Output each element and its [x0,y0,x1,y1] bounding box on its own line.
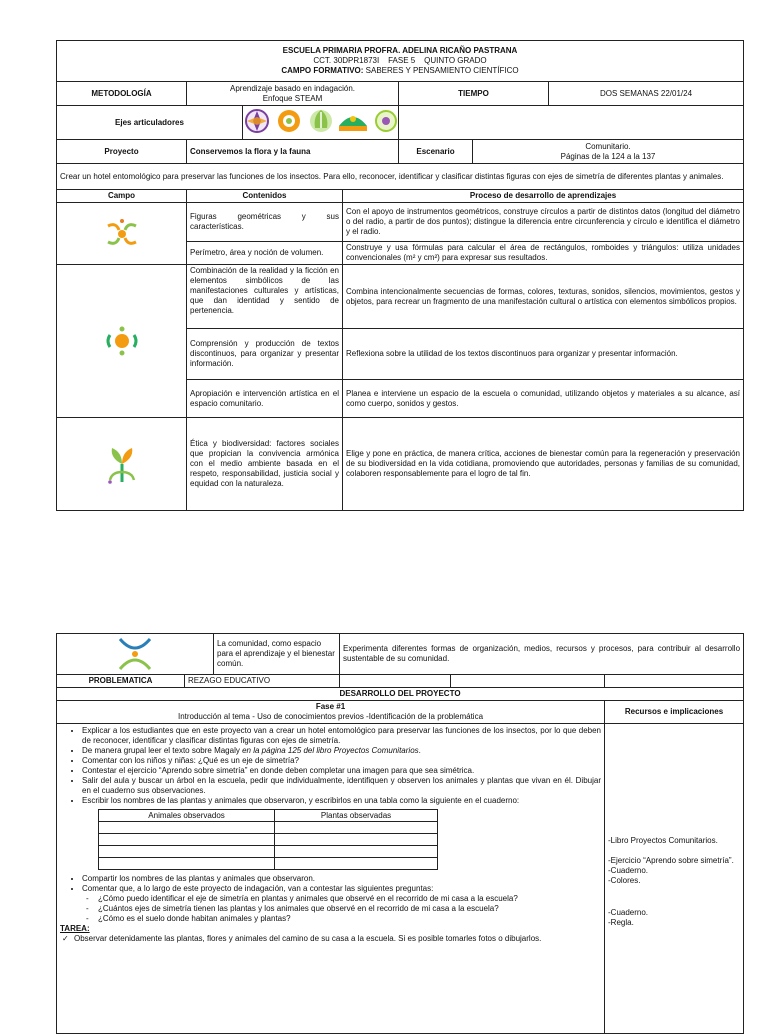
proceso-7: Experimenta diferentes formas de organización, medios, recursos y procesos, para contribuir al desarrollo sustentable de su comunidad. [340,634,744,675]
interculturalidad-icon [310,110,332,132]
recurso-item: -Ejercicio “Aprendo sobre simetría”. [608,856,734,865]
activity-item: • De manera grupal leer el texto sobre Magaly en la página 125 del libro Proyectos Comunitarios. [82,746,601,756]
col-campo: Campo [57,190,187,203]
lenguajes-icon [102,321,142,361]
lectura-escritura-icon [376,111,396,131]
campo-comunidad-cell [57,634,214,675]
proceso-2: Construye y usa fórmulas para calcular el área de rectángulos, romboides y triángulos: utiliza unidades convencionales (m² y cm²) para expresar sus resultados. [343,242,744,265]
tiempo-value: DOS SEMANAS 22/01/24 [549,82,744,106]
problematica-empty-1 [340,675,451,688]
comunitario-icon [112,635,158,673]
recursos-cell [605,724,744,1034]
school-header [57,41,744,82]
contenido-7: La comunidad, como espacio para el aprendizaje y el bienestar común. [214,634,340,675]
cct-line: CCT. 30DPR1873I FASE 5 QUINTO GRADO [313,56,487,65]
proceso-6: Elige y pone en práctica, de manera crítica, acciones de bienestar común para la regeneración y preservación de su biodiversidad en la vida cotidiana, promoviendo que autoridades, personas y familias de su comunidad, colaboren responsablemente para el logro de tal fin. [343,418,744,511]
activity-list-2 [60,874,601,894]
escenario-value: Comunitario. Páginas de la 124 a la 137 [473,140,744,164]
activity-item: • Salir del aula y buscar un árbol en la escuela, pedir que individualmente, identifiquen y observen los animales y plantas que vivan en él. Dibujar en el cuaderno sus observaciones. [82,776,601,796]
pensamiento-critico-icon [278,110,300,132]
proyecto-value: Conservemos la flora y la fauna [187,140,399,164]
fase-header [57,701,605,724]
inclusion-icon [246,110,268,132]
escenario-label: Escenario [399,140,473,164]
observation-cell [275,822,438,834]
project-description: Crear un hotel entomológico para preservar las funciones de los insectos. Para ello, reconocer, identificar y clasificar distintas figuras con ejes de simetría de diferentes plantas y animales. [57,164,744,190]
ejes-icons [243,106,399,140]
fase-subtitle: Introducción al tema - Uso de conocimientos previos -Identificación de la problemática [177,712,484,721]
desarrollo-title: DESARROLLO DEL PROYECTO [57,688,744,701]
ejes-articuladores-icons [243,106,399,136]
activity-item: • Compartir los nombres de las plantas y animales que observaron. [82,874,601,884]
activity-item: • Escribir los nombres de las plantas y animales que observaron, y escribirlos en una tabla como la siguiente en el cuaderno: [82,796,601,806]
ejes-empty [399,106,744,140]
activity-item: • Explicar a los estudiantes que en este proyecto van a crear un hotel entomológico para preservar las funciones de los insectos, por lo que deben de reconocer, identificar y clasificar distintas figuras con ejes de simetría. [82,726,601,746]
header-table [56,40,744,511]
problematica-empty-3 [605,675,744,688]
contenido-3: Combinación de la realidad y la ficción en elementos simbólicos de las manifestaciones culturales y artísticas, que dan identidad y sentido de pertenencia. [187,265,343,329]
col-contenidos: Contenidos [187,190,343,203]
activity-item: • Contestar el ejercicio “Aprendo sobre simetría” en donde deben completar una imagen para que sea simétrica. [82,766,601,776]
tarea-item: ✓ Observar detenidamente las plantas, flores y animales del camino de su casa a la escuela. Si es posible tomarles fotos o dibujarlos. [60,934,601,944]
proceso-3: Combina intencionalmente secuencias de formas, colores, texturas, sonidos, silencios, movimientos, gestos y objetos, para recrear un fragmento de una manifestación cultural o artística con elementos simbólicos propios. [343,265,744,329]
observation-header-plants: Plantas observadas [275,810,438,822]
recurso-item: -Regla. [608,918,634,927]
col-proceso: Proceso de desarrollo de aprendizajes [343,190,744,203]
recurso-item: -Libro Proyectos Comunitarios. [608,836,718,845]
tarea-label: TAREA: [60,924,90,933]
vida-saludable-icon [339,116,367,131]
observation-cell [99,834,275,846]
school-name: ESCUELA PRIMARIA PROFRA. ADELINA RICAÑO PASTRANA [282,46,518,55]
question-item: - ¿Cuántos ejes de simetría tienen las plantas y los animales que observé en el recorrido de mi casa a la escuela? [60,904,601,914]
metodologia-label: METODOLOGÍA [57,82,187,106]
etica-naturaleza-icon [102,442,142,486]
problematica-empty-2 [451,675,605,688]
contenido-2: Perímetro, área y noción de volumen. [187,242,343,265]
observation-cell [275,858,438,870]
campo-saberes-cell [57,203,187,265]
proyecto-label: Proyecto [57,140,187,164]
activity-item: • Comentar que, a lo largo de este proyecto de indagación, van a contestar las siguientes preguntas: [82,884,601,894]
fase-title: Fase #1 [315,702,346,711]
recurso-item: -Cuaderno. [608,908,649,917]
campo-etica-cell [57,418,187,511]
contenido-1: Figuras geométricas y sus características. [187,203,343,242]
proceso-5: Planea e interviene un espacio de la escuela o comunidad, utilizando objetos y materiales a su alcance, así como cuerpo, sonidos y gestos. [343,380,744,418]
observation-cell [99,822,275,834]
question-item: - ¿Cómo puedo identificar el eje de simetría en plantas y animales que observé en el recorrido de mi casa a la escuela? [60,894,601,904]
recurso-item: -Colores. [608,876,641,885]
activity-list [60,726,601,806]
campo-lenguajes-cell [57,265,187,418]
problematica-value: REZAGO EDUCATIVO [185,675,340,688]
observation-cell [99,846,275,858]
observation-header-animals: Animales observados [99,810,275,822]
tiempo-label: TIEMPO [399,82,549,106]
recursos-header: Recursos e implicaciones [605,701,744,724]
metodologia-value: Aprendizaje basado en indagación. Enfoque STEAM [187,82,399,106]
contenido-6: Ética y biodiversidad: factores sociales que propician la convivencia armónica con el medio ambiente basada en el respeto, responsabilidad, justicia social y equidad con la naturaleza. [187,418,343,511]
question-item: - ¿Cómo es el suelo donde habitan animales y plantas? [60,914,601,924]
ejes-label: Ejes articuladores [57,106,243,140]
proceso-4: Reflexiona sobre la utilidad de los textos discontinuos para organizar y presentar información. [343,329,744,380]
proceso-1: Con el apoyo de instrumentos geométricos, construye círculos a partir de distintos datos (longitud del diámetro o del radio, a partir de dos puntos); distingue la diferencia entre circunferencia y círculo e identifica el diámetro y el radio. [343,203,744,242]
contenido-5: Apropiación e intervención artística en el espacio comunitario. [187,380,343,418]
observation-table [98,809,438,870]
activity-item: • Comentar con los niños y niñas: ¿Qué es un eje de simetría? [82,756,601,766]
saberes-pensamiento-icon [102,214,142,254]
observation-cell [275,834,438,846]
activities-cell [57,724,605,1034]
development-table [56,633,744,1034]
contenido-4: Comprensión y producción de textos discontinuos, para organizar y presentar información. [187,329,343,380]
recurso-item: -Cuaderno. [608,866,649,875]
campo-formativo: CAMPO FORMATIVO: SABERES Y PENSAMIENTO CIENTÍFICO [281,66,519,75]
problematica-label: PROBLEMATICA [57,675,185,688]
observation-cell [99,858,275,870]
observation-cell [275,846,438,858]
